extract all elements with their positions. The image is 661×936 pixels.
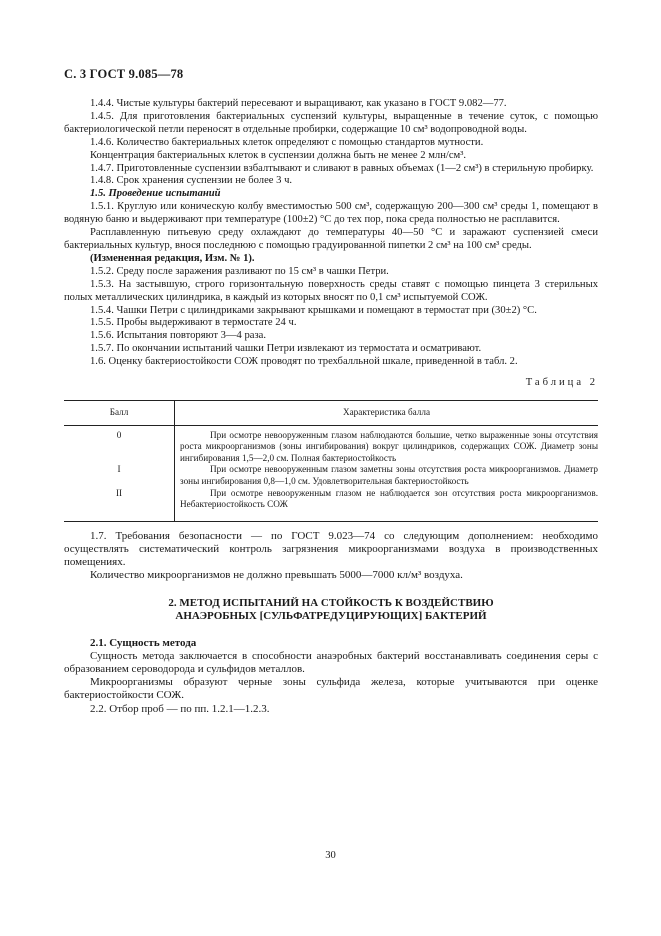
table-header-description: Характеристика балла [175, 400, 599, 425]
paragraph: 1.4.4. Чистые культуры бактерий пересевают и выращивают, как указано в ГОСТ 9.082—77. [90, 98, 507, 109]
table-caption: Таблица 2 [525, 377, 598, 389]
paragraph: 1.5.3. На застывшую, строго горизонтальную поверхность среды ставят с помощью пинцета 3 стерильных полых металлических цилиндрика, в каждый из которых вносят по 0,1 см³ испытуемой СОЖ. [64, 278, 598, 303]
paragraph: Расплавленную питьевую среду охлаждают до температуры 40—50 °С и заражают суспензией смеси бактериальных культур, внося последнюю с помощью градуированной пипетки 2 см³ на 100 см³ среды. [64, 227, 598, 251]
paragraph: 1.4.8. Срок хранения суспензии не более 3 ч. [90, 175, 293, 187]
after-table-block [64, 530, 598, 716]
paragraph: 2.2. Отбор проб — по пп. 1.2.1—1.2.3. [90, 702, 270, 715]
section-heading-1-5: 1.5. Проведение испытаний [90, 188, 221, 200]
paragraph: 1.5.5. Пробы выдерживают в термостате 24 ч. [90, 317, 297, 329]
table-row [64, 464, 598, 487]
paragraph: 1.4.5. Для приготовления бактериальных суспензий культуры, выращенные в течение суток, с помощью бактериологической петли переносят в отдельные пробирки, содержащие 10 см³ водопроводной воды. [64, 110, 598, 135]
score-table [64, 400, 598, 522]
section-2-title-line2: АНАЭРОБНЫХ [СУЛЬФАТРЕДУЦИРУЮЩИХ] БАКТЕРИЙ [175, 609, 487, 622]
paragraph: 1.5.7. По окончании испытаний чашки Петри извлекают из термостата и осматривают. [90, 343, 482, 355]
page-header: С. 3 ГОСТ 9.085—78 [64, 67, 184, 81]
description-cell: При осмотре невооруженным глазом наблюдаются большие, четко выраженные зоны отсутствия роста микроорганизмов (зоны ингибирования) вокруг цилиндриков, содержащих СОЖ. Диаметр зоны ингибирования 1,5—2,0 см. Полная бактериостойкость [175, 425, 599, 464]
description-cell: При осмотре невооруженным глазом заметны зоны отсутствия роста микроорганизмов. Диаметр зоны ингибирования 0,8—1,0 см. Удовлетворительная бактериостойкость [175, 464, 599, 487]
paragraph: 1.7. Требования безопасности — по ГОСТ 9.023—74 со следующим дополнением: необходимо осуществлять систематический контроль загрязнения микроорганизмами воздуха в производственных помещениях. [64, 529, 598, 569]
paragraph: 1.4.6. Количество бактериальных клеток определяют с помощью стандартов мутности. [90, 136, 484, 148]
section-2-title [64, 597, 598, 623]
score-cell: 0 [116, 429, 122, 440]
paragraph: 1.5.2. Среду после заражения разливают по 15 см³ в чашки Петри. [90, 265, 389, 277]
table-header-score: Балл [64, 400, 175, 425]
table-header-row [64, 400, 598, 425]
paragraph: 1.6. Оценку бактериостойкости СОЖ проводят по трехбалльной шкале, приведенной в табл. 2. [90, 356, 518, 368]
table-row [64, 488, 598, 522]
paragraph: 1.4.7. Приготовленные суспензии взбалтывают и сливают в равных объемах (1—2 см³) в стерильную пробирку. [90, 162, 594, 174]
paragraph: Концентрация бактериальных клеток в суспензии должна быть не менее 2 млн/см³. [90, 149, 467, 161]
table-row [64, 425, 598, 464]
edition-note: (Измененная редакция, Изм. № 1). [90, 252, 255, 264]
paragraph: Микроорганизмы образуют черные зоны сульфида железа, которые учитываются при оценке бактериостойкости СОЖ. [64, 676, 598, 702]
page-number: 30 [325, 850, 336, 861]
section-heading-2-1: 2.1. Сущность метода [90, 636, 197, 649]
score-cell: II [64, 488, 175, 522]
paragraph: Сущность метода заключается в способности анаэробных бактерий восстанавливать соединения серы с образованием сероводорода и сульфидов металлов. [64, 649, 598, 675]
paragraph: 1.5.4. Чашки Петри с цилиндриками закрывают крышками и помещают в термостат при (30±2) °С. [90, 304, 537, 316]
paragraph: 1.5.1. Круглую или коническую колбу вместимостью 500 см³, содержащую 200—300 см³ среды 1, помещают в водяную баню и выдерживают при температуре (100±2) °С до тех пор, пока среда полностью не расплавится. [64, 201, 598, 226]
paragraph: Количество микроорганизмов не должно превышать 5000—7000 кл/м³ воздуха. [90, 569, 463, 582]
description-cell: При осмотре невооруженным глазом не наблюдается зон отсутствия роста микроорганизмов. Небактериостойкость СОЖ [175, 488, 599, 522]
paragraph: 1.5.6. Испытания повторяют 3—4 раза. [90, 330, 267, 342]
section-2-title-line1: 2. МЕТОД ИСПЫТАНИЙ НА СТОЙКОСТЬ К ВОЗДЕЙСТВИЮ [168, 596, 494, 609]
score-cell: I [117, 464, 121, 475]
document-body [64, 98, 598, 716]
